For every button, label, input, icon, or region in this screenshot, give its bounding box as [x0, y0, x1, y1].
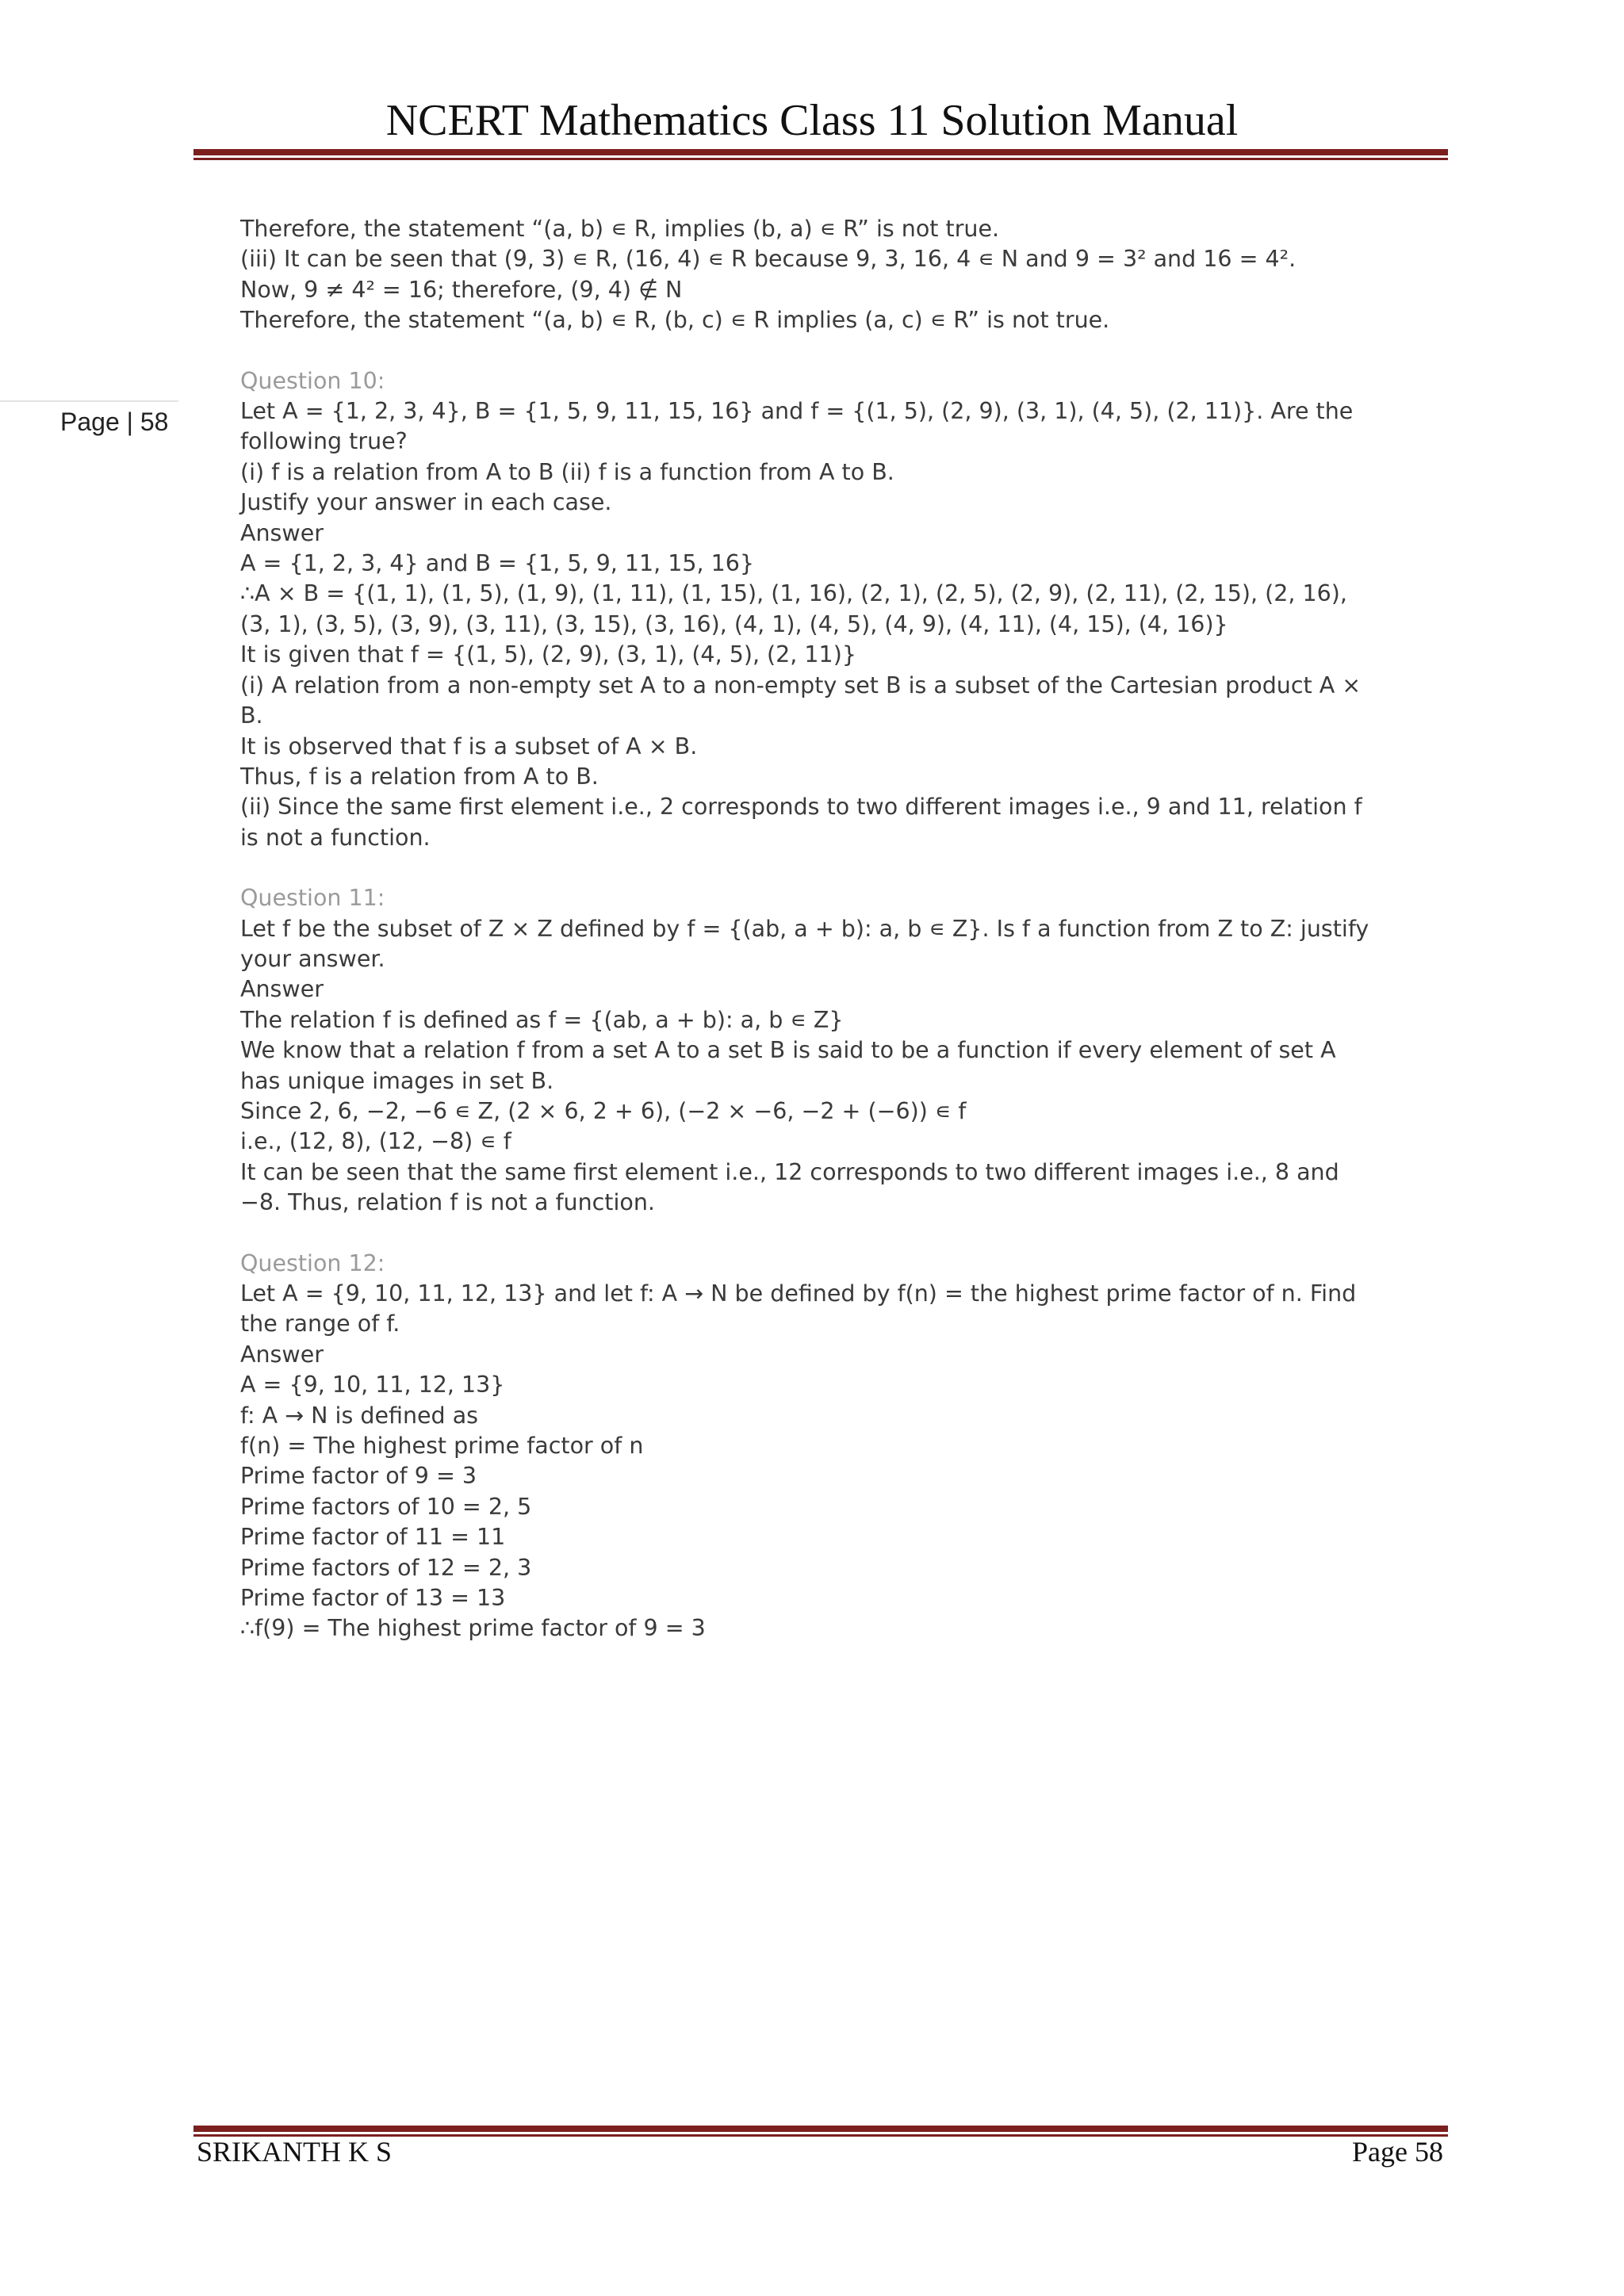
text-line: Now, 9 ≠ 4² = 16; therefore, (9, 4) ∉ N — [240, 276, 683, 303]
page-title: NCERT Mathematics Class 11 Solution Manual — [385, 96, 1239, 145]
text-line: A = {9, 10, 11, 12, 13} — [240, 1372, 505, 1399]
text-line: It is observed that f is a subset of A × B. — [240, 733, 698, 760]
text-line: Thus, f is a relation from A to B. — [240, 763, 599, 790]
text-line: A = {1, 2, 3, 4} and B = {1, 5, 9, 11, 15, 16} — [240, 550, 754, 577]
text-line: Therefore, the statement “(a, b) ∊ R, (b, c) ∊ R implies (a, c) ∊ R” is not true. — [240, 307, 1110, 334]
text-line: ∴f(9) = The highest prime factor of 9 = 3 — [240, 1615, 706, 1642]
text-line: Answer — [240, 976, 324, 1003]
text-line: f(n) = The highest prime factor of n — [240, 1433, 644, 1460]
text-line: It can be seen that the same first element i.e., 12 corresponds to two different images i.e., 8 and −8. Thus, relation f is not a function. — [240, 1158, 1339, 1216]
header-rule-thin — [193, 158, 1448, 160]
footer-author: SRIKANTH K S — [197, 2136, 393, 2168]
text-line: Answer — [240, 519, 324, 546]
text-line: Let A = {1, 2, 3, 4}, B = {1, 5, 9, 11, 15, 16} and f = {(1, 5), (2, 9), (3, 1), (4, 5), (2, 11)}. Are the following true? — [240, 398, 1354, 455]
question-heading: Question 11: — [240, 885, 385, 912]
text-line: (i) f is a relation from A to B (ii) f is a function from A to B. — [240, 458, 894, 485]
text-line: The relation f is defined as f = {(ab, a + b): a, b ∊ Z} — [240, 1006, 844, 1033]
side-page-label: Page | 58 — [60, 408, 169, 436]
text-line: Prime factors of 12 = 2, 3 — [240, 1554, 532, 1581]
text-line: Since 2, 6, −2, −6 ∊ Z, (2 × 6, 2 + 6), (−2 × −6, −2 + (−6)) ∊ f — [240, 1097, 967, 1124]
text-line: Justify your answer in each case. — [240, 489, 612, 516]
text-line: ∴A × B = {(1, 1), (1, 5), (1, 9), (1, 11), (1, 15), (1, 16), (2, 1), (2, 5), (2, 9), (2, 11), (2, 15), (2, 16), (3, 1), (3, 5), (3, 9), (3, 11), (3, 15), (3, 16), (4, 1), (4, 5), (4, 9), (4, 11), (4, 15), (4, 16)} — [240, 580, 1347, 637]
document-body — [240, 214, 1374, 1644]
text-line: Let f be the subset of Z × Z defined by f = {(ab, a + b): a, b ∊ Z}. Is f a function from Z to Z: justify your answer. — [240, 915, 1369, 972]
footer-rule — [193, 2126, 1448, 2132]
text-line: Prime factor of 11 = 11 — [240, 1524, 506, 1551]
text-line: Let A = {9, 10, 11, 12, 13} and let f: A → N be defined by f(n) = the highest prime factor of n. Find the range of f. — [240, 1280, 1357, 1337]
footer-page-number: Page 58 — [1352, 2136, 1443, 2168]
text-line: Therefore, the statement “(a, b) ∊ R, implies (b, a) ∊ R” is not true. — [240, 216, 1000, 242]
question-heading: Question 10: — [240, 367, 385, 394]
text-line: Prime factors of 10 = 2, 5 — [240, 1493, 532, 1520]
text-line: (ii) Since the same first element i.e., 2 corresponds to two different images i.e., 9 and 11, relation f is not a function. — [240, 794, 1362, 851]
text-line: We know that a relation f from a set A to a set B is said to be a function if every element of set A has unique images in set B. — [240, 1037, 1336, 1094]
text-line: Answer — [240, 1341, 324, 1368]
text-line: (iii) It can be seen that (9, 3) ∊ R, (16, 4) ∊ R because 9, 3, 16, 4 ∊ N and 9 = 3² and 16 = 4². — [240, 246, 1297, 273]
text-line: i.e., (12, 8), (12, −8) ∊ f — [240, 1128, 511, 1155]
side-tab-divider — [0, 400, 178, 402]
question-heading: Question 12: — [240, 1249, 385, 1276]
text-line: It is given that f = {(1, 5), (2, 9), (3, 1), (4, 5), (2, 11)} — [240, 641, 856, 668]
header-rule — [193, 149, 1448, 155]
text-line: f: A → N is defined as — [240, 1402, 479, 1429]
text-line: (i) A relation from a non-empty set A to a non-empty set B is a subset of the Cartesian product A × B. — [240, 672, 1362, 729]
text-line: Prime factor of 13 = 13 — [240, 1585, 506, 1612]
text-line: Prime factor of 9 = 3 — [240, 1463, 477, 1490]
